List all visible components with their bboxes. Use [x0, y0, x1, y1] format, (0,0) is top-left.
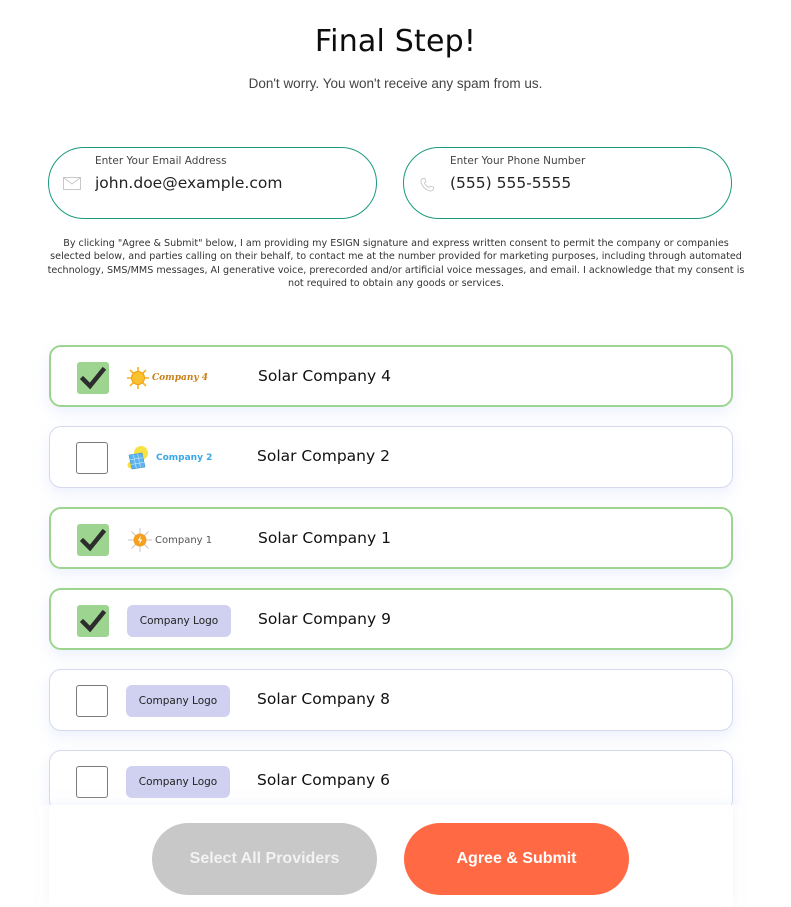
provider-checkbox[interactable] [76, 766, 108, 798]
company-logo: Company 1 [127, 523, 237, 557]
company-logo [126, 765, 236, 799]
provider-checkbox[interactable] [77, 362, 109, 394]
phone-field[interactable] [403, 147, 732, 219]
phone-icon [418, 176, 436, 192]
email-input[interactable] [95, 174, 355, 192]
provider-checkbox[interactable] [77, 605, 109, 637]
provider-row[interactable] [49, 750, 733, 805]
provider-row[interactable] [49, 426, 733, 488]
provider-row[interactable] [49, 588, 733, 650]
sun-bolt-icon [127, 527, 153, 553]
page-title: Final Step! [314, 24, 477, 59]
provider-row[interactable] [49, 669, 733, 731]
logo-placeholder: Company Logo [126, 685, 230, 717]
provider-checkbox[interactable] [76, 685, 108, 717]
logo-placeholder: Company Logo [127, 605, 231, 637]
action-footer [49, 805, 733, 907]
phone-label: Enter Your Phone Number [450, 155, 586, 167]
email-field[interactable] [48, 147, 377, 219]
provider-name: Solar Company 6 [257, 771, 390, 789]
provider-name: Solar Company 2 [257, 447, 390, 465]
checkmark-icon [80, 609, 106, 633]
checkmark-icon [80, 528, 106, 552]
company-logo [127, 604, 237, 638]
provider-name: Solar Company 8 [257, 690, 390, 708]
provider-name: Solar Company 9 [258, 610, 391, 628]
provider-checkbox[interactable] [76, 442, 108, 474]
consent-text: By clicking "Agree & Submit" below, I am providing my ESIGN signature and express written consent to permit the company or companies selected below, and parties calling on their behalf, to contact me at the number provided for marketing purposes, including through automated technology, SMS/MMS messages, AI generative voice, prerecorded and/or artificial voice messages, and email. I acknowledge that my consent is not required to obtain any goods or services. [47, 238, 745, 289]
sun-icon [127, 367, 149, 389]
company-logo: Company 2 [126, 441, 236, 475]
select-all-providers-button[interactable]: Select All Providers [152, 823, 377, 895]
provider-row[interactable] [49, 345, 733, 407]
page-subtitle: Don't worry. You won't receive any spam from us. [248, 76, 543, 91]
phone-input[interactable] [450, 174, 710, 192]
logo-placeholder: Company Logo [126, 766, 230, 798]
provider-name: Solar Company 4 [258, 367, 391, 385]
solar-panel-icon [126, 445, 152, 471]
provider-checkbox[interactable] [77, 524, 109, 556]
checkmark-icon [80, 366, 106, 390]
company-logo: Company 4 [127, 361, 237, 395]
envelope-icon [63, 176, 81, 192]
provider-name: Solar Company 1 [258, 529, 391, 547]
provider-row[interactable] [49, 507, 733, 569]
email-label: Enter Your Email Address [95, 155, 227, 167]
company-logo [126, 684, 236, 718]
agree-submit-button[interactable]: Agree & Submit [404, 823, 629, 895]
provider-list[interactable] [30, 340, 760, 805]
